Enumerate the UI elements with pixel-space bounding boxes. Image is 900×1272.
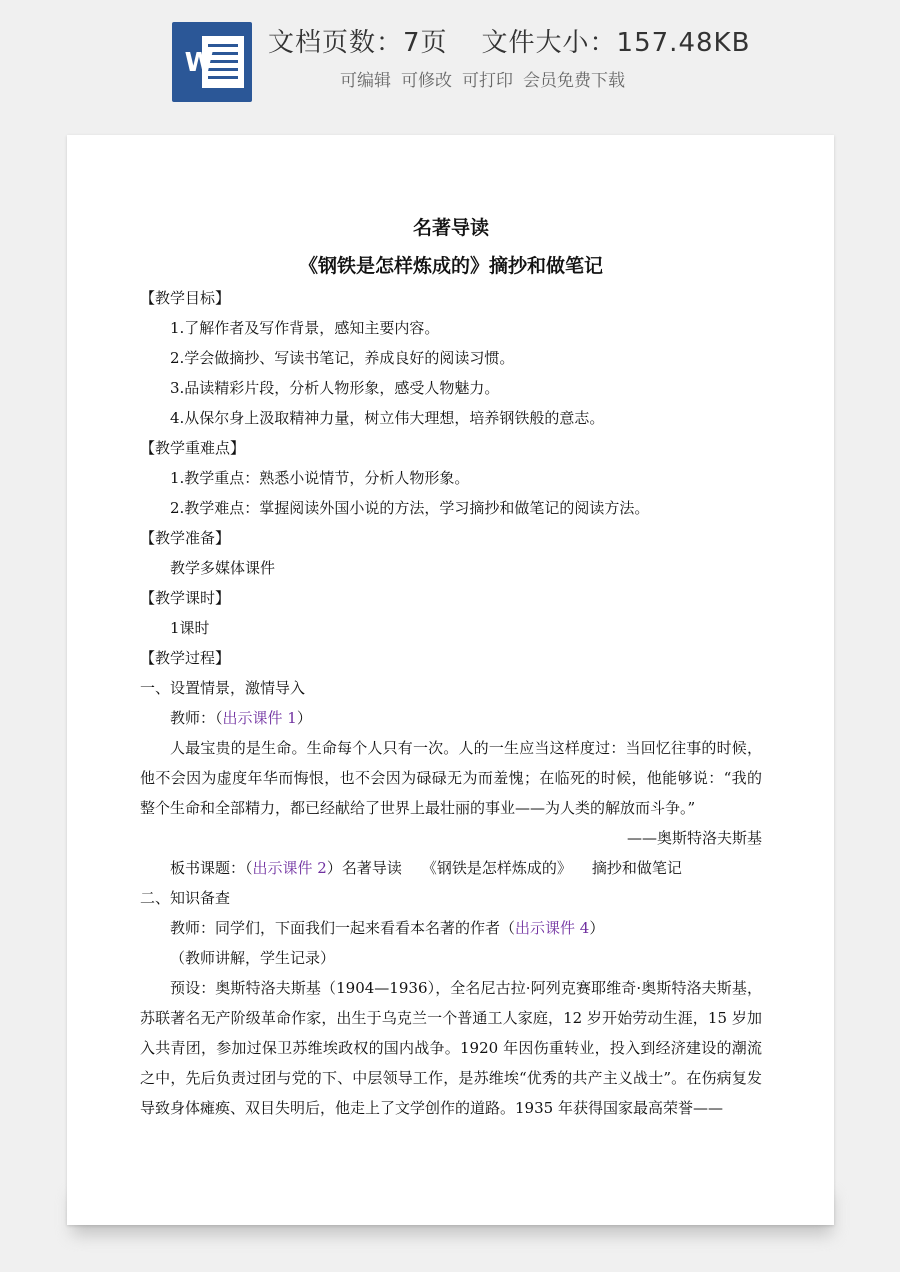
file-meta: [268, 22, 750, 59]
author-bio-paragraph: 预设：奥斯特洛夫斯基（1904—1936），全名尼古拉·阿列克赛耶维奇·奥斯特洛夫斯基，苏联著名无产阶级革命作家，出生于乌克兰一个普通工人家庭，12 岁开始劳动生涯，15 岁加入共青团，参加过保卫苏维埃政权的国内战争。1920 年因伤重转业，投入到经济建设的潮流之中，先后负责过团与党的下、中层领导工作，是苏维埃“优秀的共产主义战士”。在伤病复发导致身体瘫痪、双目失明后，他走上了文学创作的道路。1935 年获得国家最高荣誉——: [140, 979, 762, 1117]
step-heading: 二、知识备查: [140, 889, 231, 907]
paren-close: ）: [589, 919, 605, 937]
file-size: 文件大小：157.48KB: [481, 28, 751, 58]
feature-list: [340, 66, 625, 91]
feature-modifiable: 可修改: [401, 71, 452, 91]
goal-item: 4.从保尔身上汲取精神力量，树立伟大理想，培养钢铁般的意志。: [170, 409, 605, 427]
teacher-line: [140, 913, 762, 943]
doc-title: 名著导读: [412, 217, 489, 239]
page-count: 文档页数：7页: [268, 28, 448, 58]
step-heading: 一、设置情景，激情导入: [140, 679, 306, 697]
paren-close: ）: [296, 709, 312, 727]
board-book-title: 《钢铁是怎样炼成的》: [421, 859, 572, 877]
hours-text: 1课时: [170, 619, 210, 637]
teacher-text: 教师：同学们，下面我们一起来看看本名著的作者（: [170, 919, 516, 937]
download-header: [0, 0, 900, 120]
doc-subtitle: 《钢铁是怎样炼成的》摘抄和做笔记: [298, 255, 603, 277]
word-w-letter: W: [184, 48, 214, 78]
slide-reference: 出示课件 4: [515, 919, 590, 937]
key-point-item: 1.教学重点：熟悉小说情节，分析人物形象。: [170, 469, 470, 487]
word-doc-icon: [172, 22, 252, 102]
feature-editable: 可编辑: [340, 71, 391, 91]
key-point-item: 2.教学难点：掌握阅读外国小说的方法，学习摘抄和做笔记的阅读方法。: [170, 499, 650, 517]
board-topic: ）名著导读: [326, 859, 402, 877]
quote-paragraph: 人最宝贵的是生命。生命每个人只有一次。人的一生应当这样度过：当回忆往事的时候，他不会因为虚度年华而悔恨，也不会因为碌碌无为而羞愧；在临死的时候，他能够说：“我的整个生命和全部精力，都已经献给了世界上最壮丽的事业——为人类的解放而斗争。”: [140, 739, 762, 817]
slide-reference: 出示课件 1: [222, 709, 297, 727]
board-subtopic: 摘抄和做笔记: [591, 859, 682, 877]
goal-item: 2.学会做摘抄、写读书笔记，养成良好的阅读习惯。: [170, 349, 515, 367]
teacher-line: [140, 703, 762, 733]
goal-item: 1.了解作者及写作背景，感知主要内容。: [170, 319, 440, 337]
slide-reference: 出示课件 2: [252, 859, 327, 877]
document-page: [67, 135, 834, 1225]
section-heading-key-points: 【教学重难点】: [140, 439, 246, 457]
board-title-line: [140, 853, 762, 883]
board-label: 板书课题：（: [170, 859, 253, 877]
quote-author: ——奥斯特洛夫斯基: [626, 829, 762, 847]
preparation-text: 教学多媒体课件: [170, 559, 276, 577]
document-content: [140, 213, 762, 1123]
instruction-note: （教师讲解，学生记录）: [170, 949, 336, 967]
feature-printable: 可打印: [462, 71, 513, 91]
section-heading-preparation: 【教学准备】: [140, 529, 231, 547]
goal-item: 3.品读精彩片段，分析人物形象，感受人物魅力。: [170, 379, 500, 397]
feature-member-download: 会员免费下载: [523, 71, 625, 91]
section-heading-goals: 【教学目标】: [140, 289, 231, 307]
section-heading-hours: 【教学课时】: [140, 589, 231, 607]
section-heading-process: 【教学过程】: [140, 649, 231, 667]
teacher-label: 教师：（: [170, 709, 223, 727]
